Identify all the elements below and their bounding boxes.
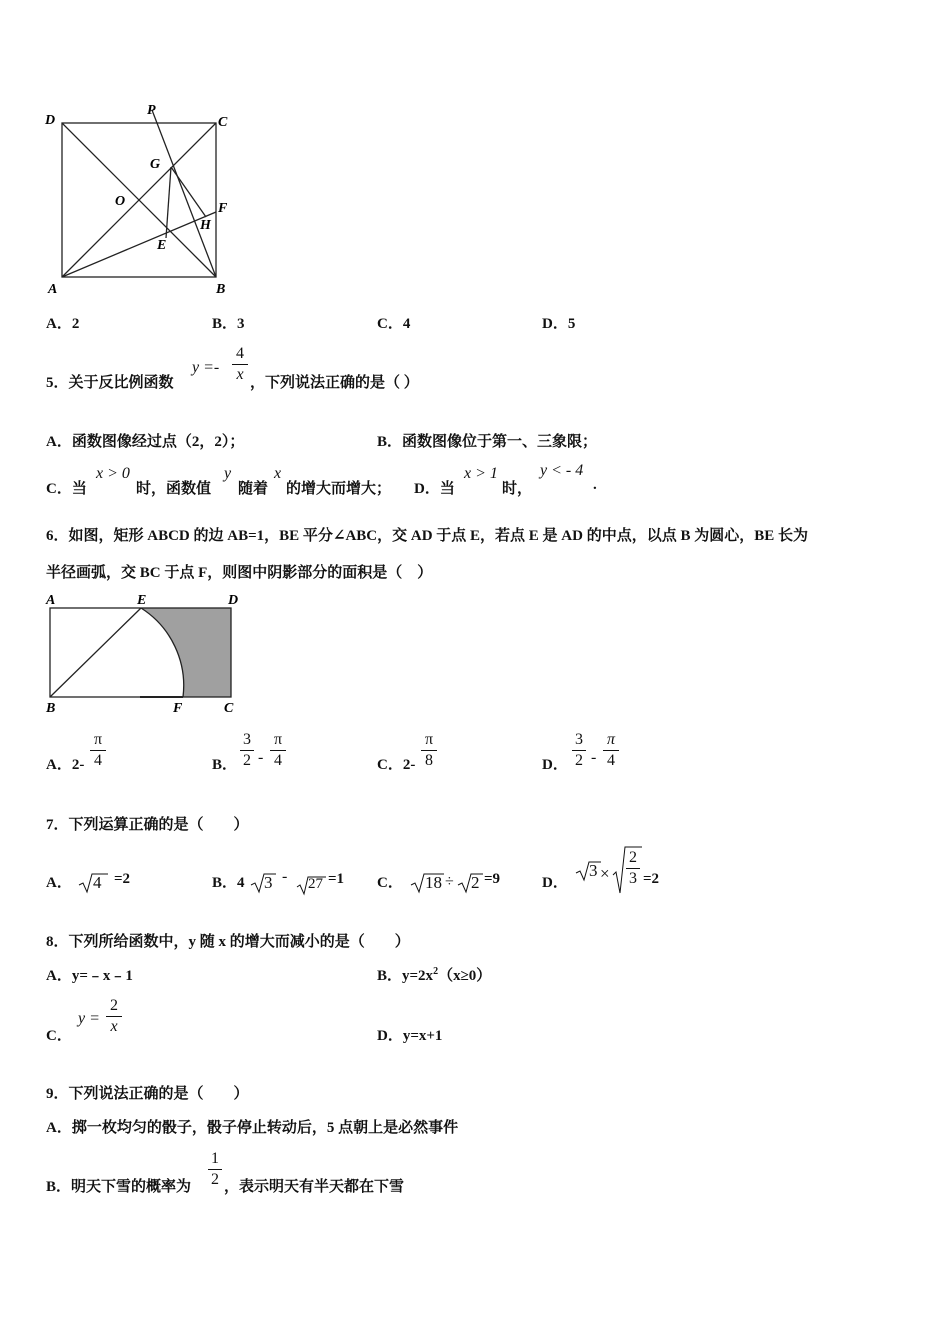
- q5-option-d-pre: D．当: [414, 481, 455, 497]
- q8-stem: 8．下列所给函数中，y 随 x 的增大而减小的是（ ）: [46, 934, 410, 950]
- q4-label-E: E: [157, 238, 167, 253]
- q7-option-c-radicand1: 18: [425, 873, 442, 892]
- q7-option-d-result: =2: [643, 871, 660, 887]
- q7-option-a-result: =2: [114, 871, 131, 887]
- q5-func-lhs: y =-: [192, 359, 220, 376]
- q6-option-b-den1: 2: [243, 752, 251, 769]
- q9-option-b-post: ，表示明天有半天都在下雪: [224, 1179, 405, 1195]
- q6-stem-line2: 半径画弧，交 BC 于点 F，则图中阴影部分的面积是（ ）: [46, 565, 433, 581]
- q5-option-a: A．函数图像经过点（2，2）；: [46, 434, 245, 450]
- q4-option-d: D．5: [542, 316, 576, 332]
- q9-option-b-num: 1: [211, 1150, 219, 1167]
- q6-option-a-fraction: [90, 731, 106, 770]
- q7-option-b-radicand2: 27: [308, 876, 323, 892]
- q7-stem: 7．下列运算正确的是（ ）: [46, 817, 249, 833]
- q5-option-c-mid2: 随着: [238, 481, 269, 497]
- q6-option-a-label: A．2-: [46, 757, 85, 773]
- q5-func-den: x: [236, 366, 244, 383]
- q4-label-A: A: [48, 282, 58, 297]
- q6-option-d-num2: π: [606, 731, 615, 748]
- q6-option-a-num: π: [93, 731, 103, 748]
- q6-label-E: E: [137, 593, 147, 608]
- q6-option-d-num1: 3: [575, 731, 583, 748]
- q5-option-c-mid: 时，函数值: [136, 481, 212, 497]
- q4-option-c: C．4: [377, 316, 411, 332]
- q7-option-b-minus: -: [282, 868, 288, 885]
- q7-option-b-label: B．4: [212, 875, 245, 891]
- q6-option-d-minus: -: [591, 749, 597, 766]
- q4-label-B: B: [216, 282, 226, 297]
- q5-option-d-mid: 时，: [502, 481, 533, 497]
- q6-option-a-den: 4: [94, 752, 102, 769]
- q8-option-d: D．y=x+1: [377, 1028, 443, 1044]
- q5-option-c-end: 的增大而增大；: [286, 481, 392, 497]
- q8-option-c-den: x: [110, 1018, 118, 1035]
- q5-option-c-cond: x > 0: [96, 465, 130, 482]
- q5-option-c-y: y: [224, 465, 232, 482]
- q7-option-d-fraction: [626, 849, 640, 888]
- q6-stem-line1: 6．如图，矩形 ABCD 的边 AB=1，BE 平分∠ABC，交 AD 于点 E，若点 E 是 AD 的中点，以点 B 为圆心，BE 长为: [46, 528, 808, 544]
- q6-label-C: C: [224, 701, 234, 716]
- q6-option-d-den2: 4: [607, 752, 615, 769]
- q7-option-b-result: =1: [328, 871, 345, 887]
- q6-option-d-fraction1: [572, 731, 586, 770]
- q5-func-num: 4: [236, 345, 244, 362]
- q8-option-c-lhs: y =: [78, 1010, 100, 1027]
- q5-option-c-x: x: [274, 465, 282, 482]
- q5-option-b: B．函数图像位于第一、三象限；: [377, 434, 598, 450]
- q4-label-C: C: [218, 115, 228, 130]
- q6-option-b-fraction1: [240, 731, 254, 770]
- q4-label-P: P: [147, 103, 156, 118]
- q7-option-b-radicand1: 3: [264, 873, 273, 892]
- q6-option-d-den1: 2: [575, 752, 583, 769]
- q6-option-b-label: B．: [212, 757, 238, 773]
- q7-option-d-num: 2: [629, 849, 637, 866]
- q9-option-b-den: 2: [211, 1171, 219, 1188]
- q8-option-c-label: C．: [46, 1028, 72, 1044]
- q4-label-H: H: [200, 218, 211, 233]
- q6-option-c-label: C．2-: [377, 757, 416, 773]
- q8-option-a: A．y=﹣x﹣1: [46, 968, 133, 984]
- q7-option-c-result: =9: [484, 871, 501, 887]
- q4-option-a: A．2: [46, 316, 80, 332]
- q7-option-d-sqrt2: [612, 845, 642, 897]
- q6-label-F: F: [173, 701, 183, 716]
- q9-stem: 9．下列说法正确的是（ ）: [46, 1086, 249, 1102]
- q8-option-b-exponent: 2: [433, 966, 439, 977]
- q7-option-d-times: ×: [600, 864, 610, 883]
- q4-option-b: B．3: [212, 316, 245, 332]
- q7-option-c-divide: ÷: [445, 873, 454, 890]
- q4-label-O: O: [115, 194, 126, 209]
- q5-option-c-pre: C．当: [46, 481, 87, 497]
- q6-option-d-fraction2: [603, 731, 619, 770]
- q7-option-a-radicand: 4: [93, 873, 102, 892]
- q7-option-d-den: 3: [629, 870, 637, 887]
- q9-option-b-pre: B．明天下雪的概率为: [46, 1179, 192, 1195]
- q7-option-a-label: A．: [46, 875, 72, 891]
- q8-option-b: [377, 964, 491, 985]
- q8-option-b-post: （x≥0）: [438, 968, 492, 984]
- q6-option-c-fraction: [421, 731, 437, 770]
- q6-option-b-num1: 3: [243, 731, 251, 748]
- q6-option-b-num2: π: [273, 731, 283, 748]
- q9-option-b-fraction: [208, 1150, 222, 1189]
- q6-option-c-num: π: [424, 731, 434, 748]
- q4-square-figure: [40, 100, 240, 300]
- q6-option-b-minus: -: [258, 749, 264, 766]
- q6-rectangle-figure: [40, 588, 250, 718]
- q5-stem-suffix: ，下列说法正确的是（ ）: [250, 375, 419, 391]
- q8-option-c-num: 2: [110, 997, 118, 1014]
- q9-option-a: A．掷一枚均匀的骰子，骰子停止转动后，5 点朝上是必然事件: [46, 1120, 459, 1136]
- q7-option-d-label: D．: [542, 875, 568, 891]
- q6-option-b-fraction2: [270, 731, 286, 770]
- q7-option-c-label: C．: [377, 875, 403, 891]
- q6-label-B: B: [46, 701, 56, 716]
- q6-label-D: D: [228, 593, 239, 608]
- q4-label-F: F: [218, 201, 228, 216]
- q6-option-b-den2: 4: [274, 752, 282, 769]
- q8-option-c-fraction: [106, 997, 122, 1036]
- q4-label-D: D: [45, 113, 56, 128]
- q6-option-c-den: 8: [425, 752, 433, 769]
- q5-func-fraction: [232, 345, 248, 384]
- q5-stem-prefix: 5．关于反比例函数: [46, 375, 174, 391]
- q4-label-G: G: [150, 157, 161, 172]
- q6-label-A: A: [46, 593, 56, 608]
- q7-option-d-radicand1: 3: [589, 861, 598, 880]
- q6-option-d-label: D．: [542, 757, 568, 773]
- q8-option-b-pre: B．y=2x: [377, 968, 434, 984]
- q5-option-d-result: y < - 4: [540, 462, 584, 479]
- q7-option-c-radicand2: 2: [471, 873, 480, 892]
- q5-option-d-end: .: [593, 477, 597, 493]
- q5-option-d-cond: x > 1: [464, 465, 498, 482]
